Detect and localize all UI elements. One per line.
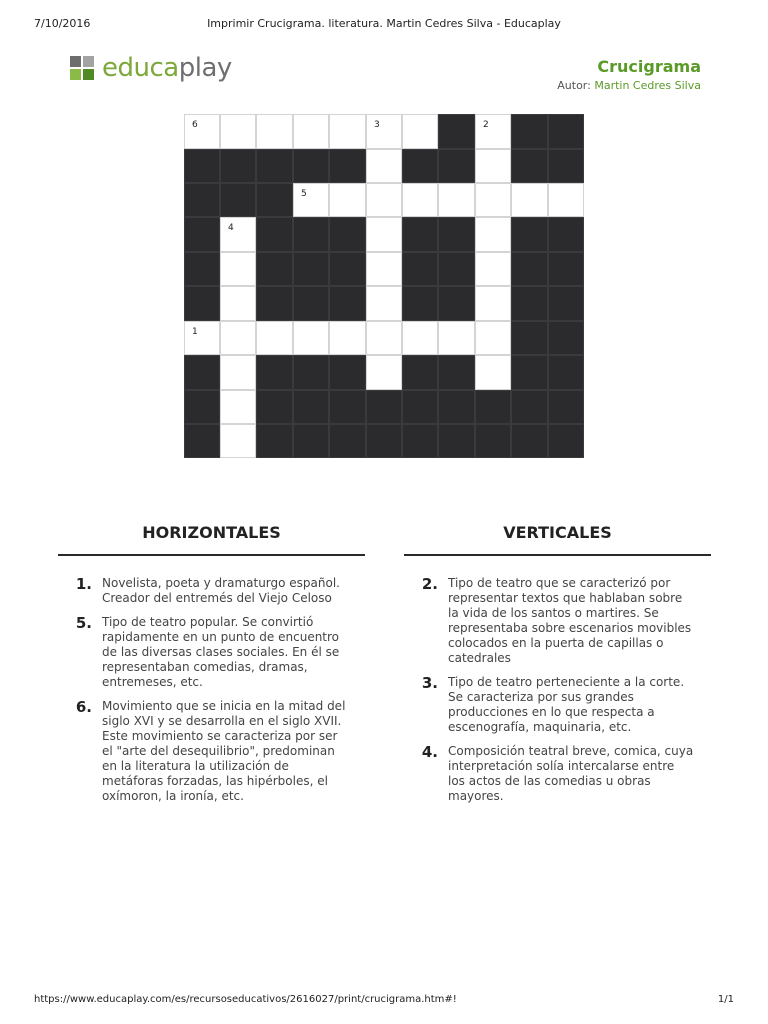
grid-block-cell: [329, 217, 366, 252]
logo-text-play: play: [178, 53, 232, 83]
grid-block-cell: [438, 286, 475, 321]
grid-block-cell: [329, 149, 366, 183]
grid-answer-cell[interactable]: [256, 114, 293, 149]
grid-answer-cell[interactable]: [220, 252, 256, 286]
logo-text-edu: educa: [102, 53, 179, 83]
grid-answer-cell[interactable]: [220, 390, 256, 424]
grid-block-cell: [511, 217, 548, 252]
clue-number-label: 6: [192, 120, 198, 130]
educaplay-logo[interactable]: [70, 55, 232, 81]
grid-block-cell: [293, 149, 329, 183]
horizontales-heading: HORIZONTALES: [142, 523, 281, 542]
clue-number: 1.: [75, 575, 92, 593]
grid-block-cell: [402, 286, 438, 321]
print-page-title: Imprimir Crucigrama. literatura. Martin Cedres Silva - Educaplay: [207, 17, 561, 30]
grid-block-cell: [329, 286, 366, 321]
grid-block-cell: [256, 217, 293, 252]
grid-block-cell: [256, 390, 293, 424]
grid-block-cell: [511, 114, 548, 149]
grid-answer-cell[interactable]: [366, 252, 402, 286]
grid-block-cell: [438, 390, 475, 424]
grid-answer-cell[interactable]: [366, 114, 402, 149]
grid-answer-cell[interactable]: [220, 355, 256, 390]
grid-block-cell: [475, 390, 511, 424]
author-label: Autor:: [557, 79, 591, 92]
grid-block-cell: [511, 286, 548, 321]
grid-answer-cell[interactable]: [475, 183, 511, 217]
grid-block-cell: [402, 355, 438, 390]
grid-block-cell: [402, 149, 438, 183]
grid-block-cell: [256, 355, 293, 390]
logo-squares-icon: [70, 56, 94, 80]
grid-block-cell: [366, 390, 402, 424]
grid-answer-cell[interactable]: [220, 114, 256, 149]
grid-block-cell: [548, 424, 584, 458]
grid-block-cell: [511, 355, 548, 390]
grid-block-cell: [184, 355, 220, 390]
grid-answer-cell[interactable]: [402, 114, 438, 149]
grid-block-cell: [184, 149, 220, 183]
crossword-grid: [184, 114, 584, 492]
verticales-clue-list: [404, 576, 694, 813]
clue-text: Novelista, poeta y dramaturgo español. Creador del entremés del Viejo Celoso: [102, 576, 340, 605]
clue-item: [58, 699, 348, 804]
grid-answer-cell[interactable]: [329, 321, 366, 355]
clue-text: Tipo de teatro que se caracterizó por representar textos que hablaban sobre la vida de los santos o martires. Se representaba sobre escenarios movibles colocados en la puerta de capillas o catedrales: [448, 576, 692, 665]
grid-block-cell: [220, 183, 256, 217]
grid-block-cell: [293, 217, 329, 252]
grid-block-cell: [548, 390, 584, 424]
grid-block-cell: [402, 252, 438, 286]
activity-type-title: Crucigrama: [597, 57, 701, 76]
grid-block-cell: [184, 183, 220, 217]
grid-answer-cell[interactable]: [220, 321, 256, 355]
grid-block-cell: [256, 149, 293, 183]
grid-block-cell: [329, 390, 366, 424]
grid-answer-cell[interactable]: [329, 114, 366, 149]
grid-answer-cell[interactable]: [402, 321, 438, 355]
clue-item: [404, 576, 694, 666]
grid-block-cell: [366, 424, 402, 458]
grid-block-cell: [438, 114, 475, 149]
grid-answer-cell[interactable]: [438, 321, 475, 355]
grid-answer-cell[interactable]: [366, 217, 402, 252]
clue-number-label: 1: [192, 327, 198, 337]
grid-answer-cell[interactable]: [220, 286, 256, 321]
clue-number-label: 5: [301, 189, 307, 199]
grid-answer-cell[interactable]: [329, 183, 366, 217]
clue-text: Movimiento que se inicia en la mitad del siglo XVI y se desarrolla en el siglo XVII. Este movimiento se caracteriza por ser el "arte del desequilibrio", predominan en la literatura la utilización de metáforas forzadas, las hipérboles, el oxímoron, la ironía, etc.: [102, 699, 346, 803]
grid-answer-cell[interactable]: [184, 321, 220, 355]
print-url: https://www.educaplay.com/es/recursoseducativos/2616027/print/crucigrama.htm#!: [34, 994, 457, 1005]
grid-block-cell: [329, 252, 366, 286]
clue-number: 4.: [421, 743, 438, 761]
verticales-heading: VERTICALES: [503, 523, 612, 542]
verticales-divider: [404, 554, 711, 556]
grid-block-cell: [293, 286, 329, 321]
grid-block-cell: [402, 424, 438, 458]
print-date: 7/10/2016: [34, 17, 91, 30]
grid-block-cell: [293, 390, 329, 424]
clue-text: Tipo de teatro popular. Se convirtió rapidamente en un punto de encuentro de las diversas clases sociales. En él se representaban comedias, dramas, entremeses, etc.: [102, 615, 340, 689]
grid-answer-cell[interactable]: [220, 424, 256, 458]
grid-answer-cell[interactable]: [256, 321, 293, 355]
clue-item: [58, 576, 348, 606]
grid-answer-cell[interactable]: [293, 321, 329, 355]
grid-answer-cell[interactable]: [475, 217, 511, 252]
grid-block-cell: [184, 252, 220, 286]
grid-block-cell: [438, 217, 475, 252]
clue-number: 3.: [421, 674, 438, 692]
grid-block-cell: [184, 286, 220, 321]
grid-block-cell: [548, 321, 584, 355]
grid-block-cell: [293, 355, 329, 390]
grid-block-cell: [438, 149, 475, 183]
grid-block-cell: [256, 286, 293, 321]
grid-answer-cell[interactable]: [366, 286, 402, 321]
grid-answer-cell[interactable]: [366, 149, 402, 183]
clue-text: Tipo de teatro perteneciente a la corte. Se caracteriza por sus grandes producciones en lo que respecta a escenografía, maquinaria, etc.: [448, 675, 685, 734]
clue-number: 5.: [75, 614, 92, 632]
clue-number: 2.: [421, 575, 438, 593]
logo-square-4: [83, 69, 94, 80]
grid-block-cell: [548, 286, 584, 321]
grid-answer-cell[interactable]: [438, 183, 475, 217]
grid-answer-cell[interactable]: [220, 217, 256, 252]
grid-block-cell: [293, 424, 329, 458]
grid-block-cell: [220, 149, 256, 183]
print-page-number: 1/1: [717, 994, 734, 1005]
grid-block-cell: [256, 252, 293, 286]
grid-block-cell: [548, 355, 584, 390]
clue-number-label: 2: [483, 120, 489, 130]
grid-block-cell: [548, 217, 584, 252]
grid-block-cell: [548, 114, 584, 149]
grid-block-cell: [402, 217, 438, 252]
grid-answer-cell[interactable]: [548, 183, 584, 217]
grid-block-cell: [511, 321, 548, 355]
clue-text: Composición teatral breve, comica, cuya interpretación solía intercalarse entre los actos de las comedias u obras mayores.: [448, 744, 694, 803]
grid-answer-cell[interactable]: [475, 252, 511, 286]
grid-block-cell: [548, 149, 584, 183]
grid-answer-cell[interactable]: [366, 183, 402, 217]
grid-block-cell: [511, 424, 548, 458]
grid-answer-cell[interactable]: [293, 183, 329, 217]
horizontales-divider: [58, 554, 365, 556]
clue-number-label: 4: [228, 223, 234, 233]
grid-block-cell: [511, 390, 548, 424]
grid-block-cell: [329, 424, 366, 458]
grid-answer-cell[interactable]: [475, 321, 511, 355]
grid-answer-cell[interactable]: [475, 286, 511, 321]
grid-block-cell: [438, 252, 475, 286]
grid-answer-cell[interactable]: [366, 355, 402, 390]
grid-block-cell: [511, 149, 548, 183]
clue-item: [404, 675, 694, 735]
grid-block-cell: [438, 355, 475, 390]
logo-wordmark: [102, 55, 232, 81]
clue-number-label: 3: [374, 120, 380, 130]
clue-item: [404, 744, 694, 804]
grid-answer-cell[interactable]: [475, 355, 511, 390]
horizontales-clue-list: [58, 576, 348, 813]
logo-square-3: [70, 69, 81, 80]
grid-block-cell: [511, 252, 548, 286]
grid-block-cell: [184, 217, 220, 252]
grid-block-cell: [402, 390, 438, 424]
grid-answer-cell[interactable]: [184, 114, 220, 149]
grid-answer-cell[interactable]: [511, 183, 548, 217]
grid-block-cell: [293, 252, 329, 286]
grid-block-cell: [475, 424, 511, 458]
grid-block-cell: [256, 424, 293, 458]
logo-square-2: [83, 56, 94, 67]
clue-item: [58, 615, 348, 690]
grid-answer-cell[interactable]: [293, 114, 329, 149]
author-name-link[interactable]: Martin Cedres Silva: [594, 79, 701, 92]
grid-answer-cell[interactable]: [366, 321, 402, 355]
grid-block-cell: [256, 183, 293, 217]
grid-block-cell: [184, 424, 220, 458]
grid-answer-cell[interactable]: [475, 114, 511, 149]
grid-block-cell: [438, 424, 475, 458]
grid-block-cell: [329, 355, 366, 390]
grid-answer-cell[interactable]: [475, 149, 511, 183]
logo-square-1: [70, 56, 81, 67]
author-line: [557, 79, 701, 92]
clue-number: 6.: [75, 698, 92, 716]
grid-block-cell: [184, 390, 220, 424]
grid-block-cell: [548, 252, 584, 286]
grid-answer-cell[interactable]: [402, 183, 438, 217]
